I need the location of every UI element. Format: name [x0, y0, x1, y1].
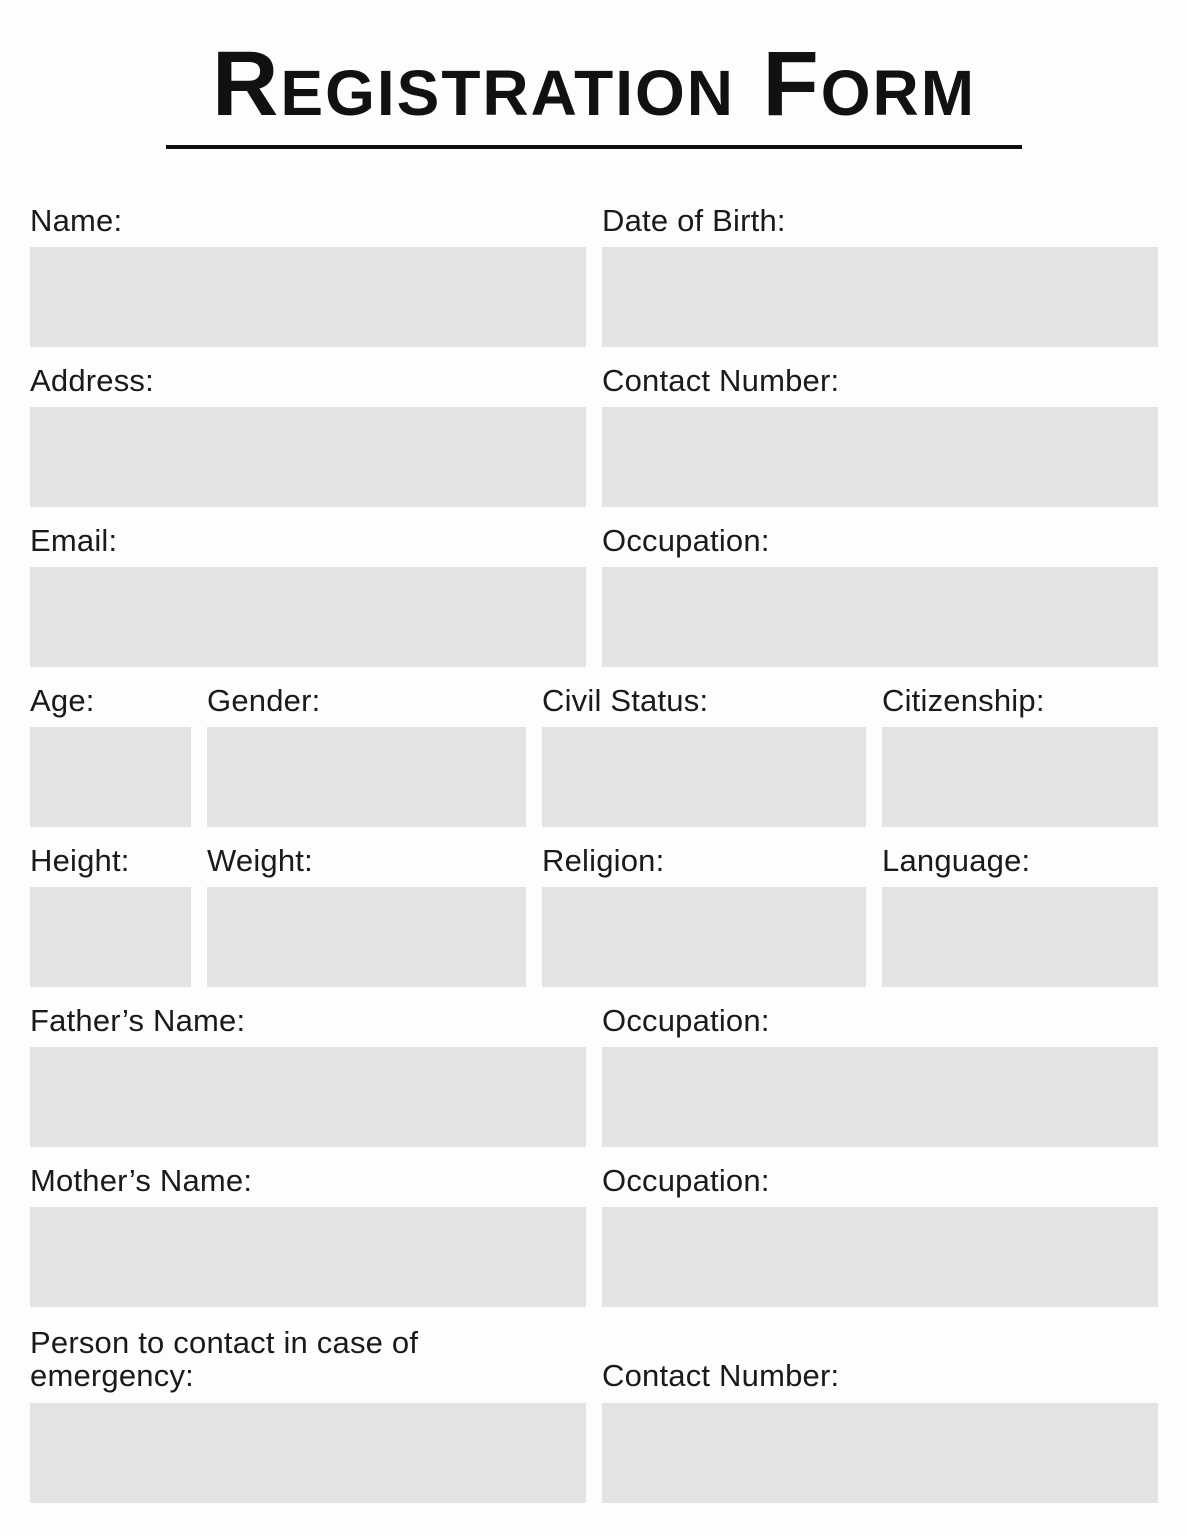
emergency-contact-number-label-wrap	[602, 1326, 1158, 1392]
title-underline	[166, 145, 1022, 149]
mothers-name-label: Mother’s Name:	[30, 1163, 253, 1198]
fathers-occupation-field-group	[602, 1003, 1158, 1147]
fathers-occupation-label: Occupation:	[602, 1003, 770, 1038]
religion-field-group	[542, 843, 866, 987]
row-mother	[30, 1163, 1158, 1307]
date-of-birth-field-group	[602, 203, 1158, 347]
civil-status-input[interactable]	[542, 727, 866, 827]
contact-number-input[interactable]	[602, 407, 1158, 507]
gender-label: Gender:	[207, 683, 321, 718]
age-field-group	[30, 683, 191, 827]
row-age-gender-civil-citizenship	[30, 683, 1158, 827]
weight-input[interactable]	[207, 887, 526, 987]
contact-number-label: Contact Number:	[602, 363, 840, 398]
civil-status-field-group	[542, 683, 866, 827]
religion-input[interactable]	[542, 887, 866, 987]
fathers-name-field-group	[30, 1003, 586, 1147]
age-label: Age:	[30, 683, 95, 718]
weight-label: Weight:	[207, 843, 313, 878]
address-label: Address:	[30, 363, 154, 398]
email-input[interactable]	[30, 567, 586, 667]
citizenship-input[interactable]	[882, 727, 1158, 827]
gender-field-group	[207, 683, 526, 827]
date-of-birth-label: Date of Birth:	[602, 203, 786, 238]
row-name-dob	[30, 203, 1158, 347]
height-input[interactable]	[30, 887, 191, 987]
form-header	[30, 33, 1158, 149]
language-field-group	[882, 843, 1158, 987]
mothers-occupation-label: Occupation:	[602, 1163, 770, 1198]
emergency-contact-person-field-group	[30, 1326, 586, 1503]
email-label: Email:	[30, 523, 118, 558]
fathers-name-input[interactable]	[30, 1047, 586, 1147]
emergency-contact-person-label: Person to contact in case of emergency:	[30, 1325, 419, 1393]
mothers-occupation-input[interactable]	[602, 1207, 1158, 1307]
emergency-contact-number-label: Contact Number:	[602, 1358, 840, 1393]
occupation-label: Occupation:	[602, 523, 770, 558]
contact-number-field-group	[602, 363, 1158, 507]
address-input[interactable]	[30, 407, 586, 507]
date-of-birth-input[interactable]	[602, 247, 1158, 347]
weight-field-group	[207, 843, 526, 987]
registration-form	[30, 203, 1158, 1503]
age-input[interactable]	[30, 727, 191, 827]
civil-status-label: Civil Status:	[542, 683, 709, 718]
religion-label: Religion:	[542, 843, 665, 878]
emergency-contact-number-field-group	[602, 1326, 1158, 1503]
name-input[interactable]	[30, 247, 586, 347]
row-address-contact	[30, 363, 1158, 507]
language-label: Language:	[882, 843, 1031, 878]
height-field-group	[30, 843, 191, 987]
mothers-name-field-group	[30, 1163, 586, 1307]
emergency-contact-person-label-wrap	[30, 1326, 586, 1392]
mothers-occupation-field-group	[602, 1163, 1158, 1307]
row-height-weight-religion-language	[30, 843, 1158, 987]
occupation-field-group	[602, 523, 1158, 667]
name-label: Name:	[30, 203, 123, 238]
emergency-contact-number-input[interactable]	[602, 1403, 1158, 1503]
citizenship-label: Citizenship:	[882, 683, 1045, 718]
row-emergency	[30, 1326, 1158, 1503]
height-label: Height:	[30, 843, 130, 878]
language-input[interactable]	[882, 887, 1158, 987]
page-title: Registration Form	[211, 33, 977, 135]
fathers-name-label: Father’s Name:	[30, 1003, 246, 1038]
email-field-group	[30, 523, 586, 667]
citizenship-field-group	[882, 683, 1158, 827]
name-field-group	[30, 203, 586, 347]
row-email-occupation	[30, 523, 1158, 667]
row-father	[30, 1003, 1158, 1147]
fathers-occupation-input[interactable]	[602, 1047, 1158, 1147]
gender-input[interactable]	[207, 727, 526, 827]
mothers-name-input[interactable]	[30, 1207, 586, 1307]
emergency-contact-person-input[interactable]	[30, 1403, 586, 1503]
occupation-input[interactable]	[602, 567, 1158, 667]
address-field-group	[30, 363, 586, 507]
